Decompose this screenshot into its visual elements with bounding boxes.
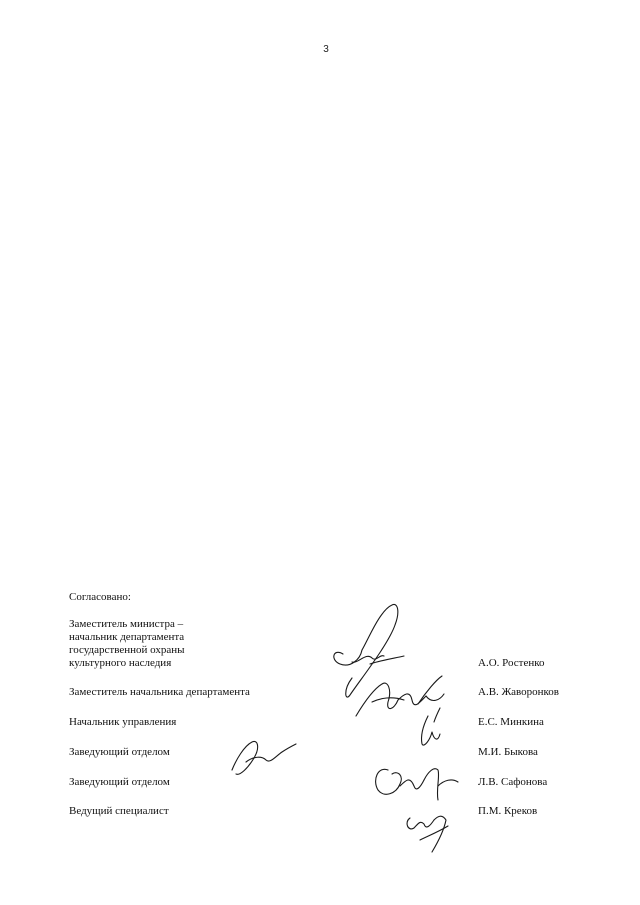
signer-name: Е.С. Минкина [478, 716, 544, 728]
page-number: 3 [323, 44, 329, 55]
signature-row-6 [69, 805, 589, 818]
signer-position [69, 746, 309, 759]
signer-position [69, 776, 309, 789]
signer-name: П.М. Креков [478, 805, 538, 817]
position-line: государственной охраны [69, 644, 185, 656]
signer-position [69, 805, 309, 818]
approval-heading: Согласовано: [69, 591, 131, 603]
position-line: Заведующий отделом [69, 746, 170, 758]
signer-name: М.И. Быкова [478, 746, 538, 758]
signer-name: Л.В. Сафонова [478, 776, 548, 788]
position-line: Заведующий отделом [69, 776, 170, 788]
signer-name: А.В. Жаворонков [478, 686, 559, 698]
signer-name: А.О. Ростенко [478, 657, 545, 669]
position-line: Ведущий специалист [69, 805, 169, 817]
position-line: Начальник управления [69, 716, 177, 728]
signature-row-5 [69, 776, 589, 789]
signature-row-2 [69, 686, 589, 699]
position-line: Заместитель министра – [69, 618, 184, 630]
position-line: начальник департамента [69, 631, 185, 643]
signer-position [69, 716, 309, 729]
signer-position [69, 618, 309, 670]
signature-krekov [407, 816, 448, 852]
signer-position [69, 686, 309, 699]
position-line: Заместитель начальника департамента [69, 686, 250, 698]
signature-row-4 [69, 746, 589, 759]
position-line: культурного наследия [69, 657, 172, 669]
signature-row-1 [69, 618, 589, 670]
signature-row-3 [69, 716, 589, 729]
